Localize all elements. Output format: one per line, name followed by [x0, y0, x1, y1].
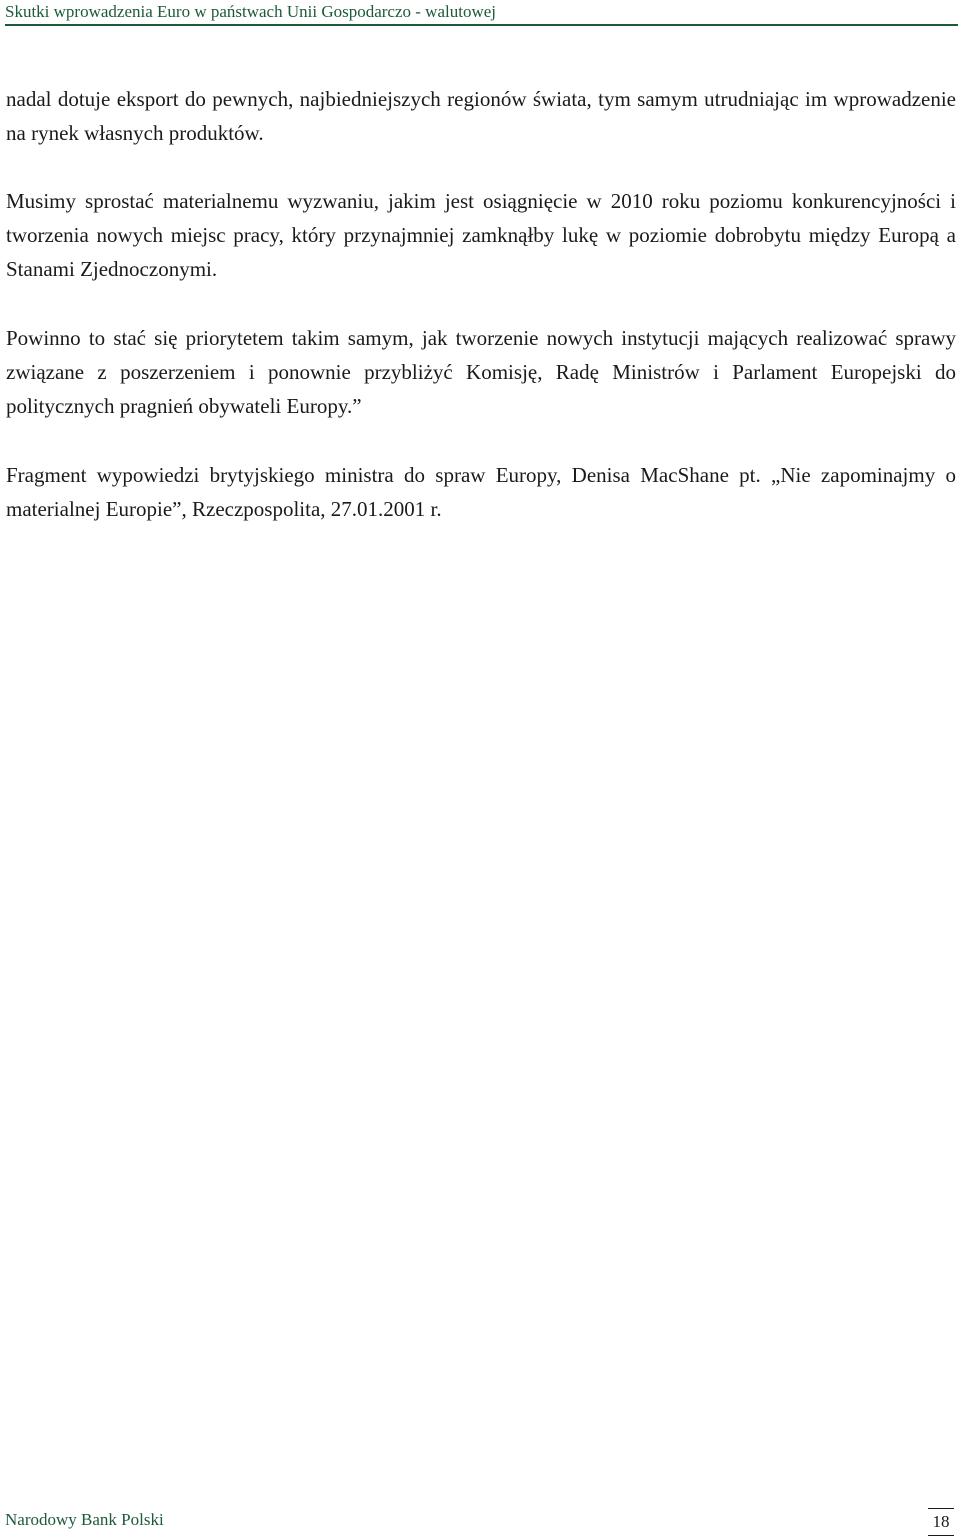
page-number: 18: [928, 1508, 954, 1536]
body-paragraph: Musimy sprostać materialnemu wyzwaniu, jakim jest osiągnięcie w 2010 roku poziomu konkurencyjności i tworzenia nowych miejsc pracy, który przynajmniej zamknąłby lukę w poziomie dobrobytu między Europą a Stanami Zjednoczonymi.: [6, 189, 956, 281]
document-title: Skutki wprowadzenia Euro w państwach Unii Gospodarczo - walutowej: [5, 2, 496, 21]
body-paragraph: nadal dotuje eksport do pewnych, najbiedniejszych regionów świata, tym samym utrudniając im wprowadzenie na rynek własnych produktów.: [6, 87, 956, 145]
running-header: [5, 0, 958, 26]
body-paragraph: Powinno to stać się priorytetem takim samym, jak tworzenie nowych instytucji mających realizować sprawy związane z poszerzeniem i ponownie przybliżyć Komisję, Radę Ministrów i Parlament Europejski do politycznych pragnień obywateli Europy.”: [6, 326, 956, 418]
source-citation: Fragment wypowiedzi brytyjskiego ministra do spraw Europy, Denisa MacShane pt. „Nie zapominajmy o materialnej Europie”, Rzeczpospolita, 27.01.2001 r.: [6, 463, 956, 521]
footer-publisher: Narodowy Bank Polski: [5, 1510, 164, 1529]
